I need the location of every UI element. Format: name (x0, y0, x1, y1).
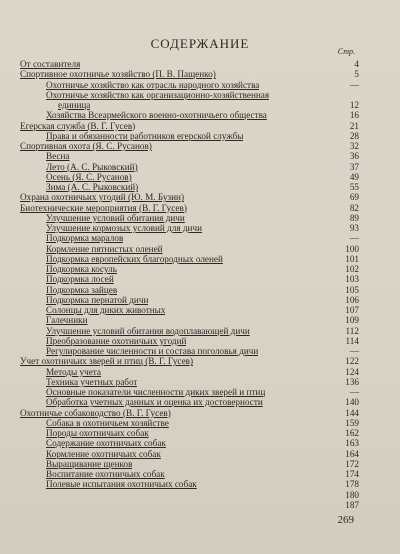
toc-entry-title: Подкормка пернатой дичи (46, 294, 149, 305)
toc-entry-title: Подкормка косуль (46, 264, 117, 274)
toc-entry-page: 180 (345, 489, 359, 500)
toc-entry-page: 101 (345, 253, 359, 264)
page-number: 269 (337, 514, 354, 526)
toc-entry-page: 55 (349, 182, 359, 192)
toc-entry-title: Охотничье собаководство (В. Г. Гусев) (20, 407, 171, 418)
toc-entry-title: Зима (А. С. Рыковский) (46, 182, 139, 192)
toc-entry-title: Методы учета (46, 366, 101, 377)
toc-entry-page: 36 (349, 151, 359, 162)
toc-entry-page: 136 (345, 376, 359, 387)
toc-entry-title: Спортивное охотничье хозяйство (П. В. Пащенко) (20, 69, 216, 80)
toc-entry-page: 102 (345, 264, 359, 274)
toc-entry-page: 164 (345, 448, 359, 459)
toc-entry-title: Выращивание щенков (46, 458, 133, 469)
toc-entry-title: Подкормка европейских благородных оленей (46, 253, 223, 264)
toc-entry-title: Основные показатели численности диких зверей и птиц (46, 387, 266, 397)
toc-entry-page: 16 (349, 110, 359, 121)
toc-entry-page: 124 (345, 366, 359, 377)
toc-entry-page: 107 (345, 305, 359, 315)
toc-entry-title: Спортивная охота (Я. С. Русанов) (20, 141, 152, 151)
toc-entry-title: Улучшение условий обитания водоплавающей дичи (46, 325, 250, 336)
toc-entry-page: 100 (345, 243, 359, 254)
toc-entry-page: — (349, 233, 359, 244)
toc-entry-title: Охотничье хозяйство как отрасль народного хозяйства (46, 79, 260, 90)
toc-entry-page: 12 (349, 100, 359, 110)
toc-entry-title: Егерская служба (В. Г. Гусев) (20, 120, 136, 131)
toc-subsection (0, 500, 400, 511)
toc-entry-page: 144 (345, 407, 359, 418)
toc-entry-page: 89 (349, 212, 359, 223)
toc-entry-page: 82 (349, 202, 359, 213)
toc-entry-title: Охотничье хозяйство как организационно-хозяйственная (46, 89, 270, 100)
toc-entry-page: 114 (345, 335, 359, 346)
toc-entry-title: Учет охотничьих зверей и птиц (В. Г. Гусев) (20, 356, 194, 367)
toc-entry-title: Охрана охотничьих угодий (Ю. М. Бузин) (20, 192, 185, 203)
toc-entry-page: — (349, 387, 359, 397)
toc-entry-page: 21 (349, 120, 359, 131)
toc-entry-page: 49 (349, 171, 359, 182)
toc-entry-page: 172 (345, 458, 359, 469)
toc-entry-title: Породы охотничьих собак (46, 428, 149, 438)
toc-entry-title: От составителя (20, 59, 81, 69)
toc-entry-page: 159 (345, 417, 359, 428)
toc-entry-title: Солонцы для диких животных (46, 305, 166, 315)
toc-entry-page: 37 (349, 161, 359, 172)
toc-entry-title: Воспитание охотничьих собак (46, 469, 165, 479)
toc-entry-title: Собака в охотничьем хозяйстве (46, 417, 169, 428)
toc-entry-page: 28 (349, 130, 359, 141)
toc-entry-title: Хозяйства Всеармейского военно-охотничьего общества (46, 110, 267, 121)
toc-entry-title: Подкормка маралов (46, 233, 124, 244)
toc-entry-page: 178 (345, 479, 359, 490)
toc-entry-page: 32 (349, 141, 359, 151)
toc-entry-title: Регулирование численности и состава поголовья дичи (46, 346, 259, 356)
toc-entry-page: 163 (345, 438, 359, 449)
toc-entry-title: Права и обязанности работников егерской службы (46, 130, 244, 141)
toc-entry-page: 93 (349, 223, 359, 233)
toc-entry-page: 112 (345, 325, 359, 336)
toc-entry-page: 105 (345, 284, 359, 295)
toc-entry-title: Осень (Я. С. Русанов) (46, 171, 132, 182)
toc-entry-title: Галечники (46, 315, 88, 326)
toc-entry-page: — (349, 346, 359, 356)
toc-entry-page: 140 (345, 397, 359, 408)
toc-entry-page: 187 (345, 499, 359, 510)
toc-entry-page: 162 (345, 428, 359, 438)
page-column-label: Стр. (337, 47, 355, 56)
toc-entry-title: Полевые испытания охотничьих собак (46, 479, 197, 490)
toc-entry-page: 109 (345, 315, 359, 326)
toc-entry-page: 174 (345, 469, 359, 479)
toc-entry-page: 4 (354, 59, 359, 69)
toc-entry-title: Кормление пятнистых оленей (46, 243, 163, 254)
toc-entry-title: Подкормка зайцев (46, 284, 118, 295)
page-title: СОДЕРЖАНИЕ (150, 36, 250, 51)
toc-entry-title: Улучшение условий обитания дичи (46, 212, 185, 223)
toc-entry-page: 69 (349, 192, 359, 203)
toc-entry-title: Кормление охотничьих собак (46, 448, 161, 459)
toc-entry-title: Подкормка лосей (46, 274, 114, 285)
toc-entry-page: 122 (345, 356, 359, 367)
toc-entry-page: 5 (354, 69, 359, 80)
toc-entry-title: Улучшение кормозых условий для дичи (46, 223, 203, 233)
toc-entry-title: единица (58, 100, 91, 110)
toc-entry-page: 103 (345, 274, 359, 285)
toc-entry-page: 106 (345, 294, 359, 305)
toc-entry-title: Лето (А. С. Рыковский) (46, 161, 138, 172)
toc-entry-title: Содержание охотничьих собак (46, 438, 166, 449)
toc-entry-title: Биотехнические мероприятия (В. Г. Гусев) (20, 202, 187, 213)
toc-entry-title: Преобразование охотничьих угодий (46, 335, 187, 346)
toc-entry-title: Весна (46, 151, 70, 162)
toc-entry-page: — (349, 79, 359, 90)
toc-entry-title: Обработка учетных данных и оценка их достоверности (46, 397, 263, 408)
toc-entry-title: Техника учетных работ (46, 376, 138, 387)
